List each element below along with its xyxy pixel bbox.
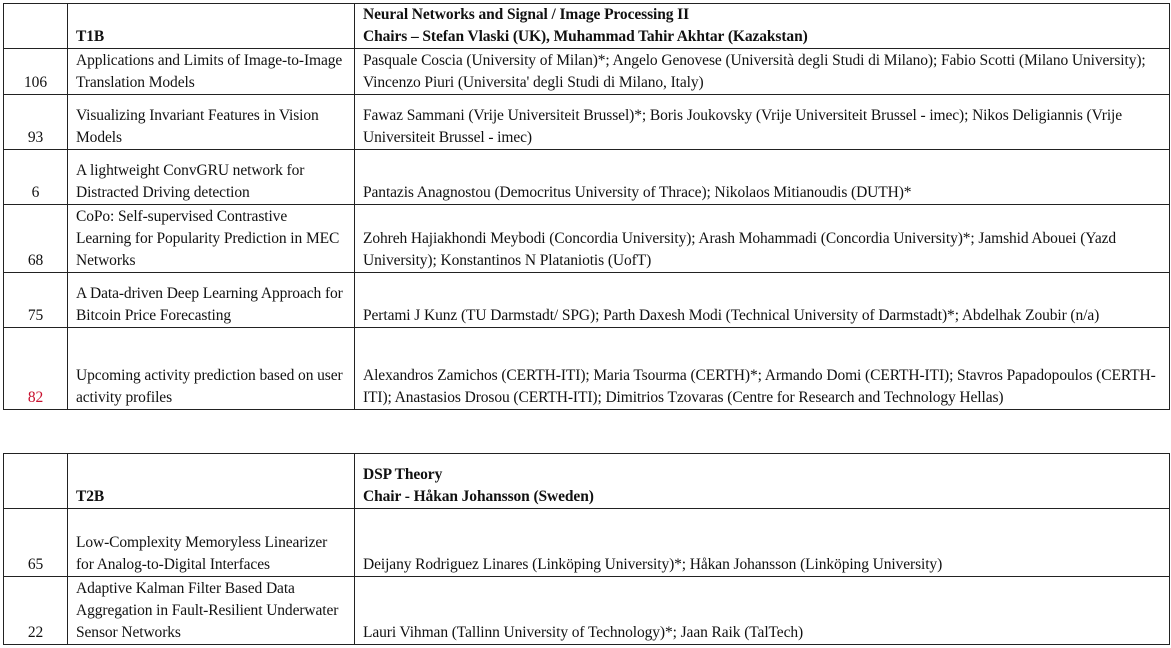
paper-authors: Pasquale Coscia (University of Milan)*; Angelo Genovese (Università degli Studi di Milano); Fabio Scotti (Milano University); Vincenzo Piuri (Universita' degli Studi di Milano, Italy) [355,49,1170,95]
table-row [4,273,1170,328]
paper-title: Visualizing Invariant Features in Vision Models [68,95,355,150]
paper-title: A Data-driven Deep Learning Approach for Bitcoin Price Forecasting [68,273,355,328]
paper-authors: Pantazis Anagnostou (Democritus University of Thrace); Nikolaos Mitianoudis (DUTH)* [355,150,1170,205]
session-code: T2B [76,488,105,505]
table-row [4,205,1170,273]
session-header-row [4,4,1170,49]
table-row [4,95,1170,150]
paper-title: Adaptive Kalman Filter Based Data Aggregation in Fault-Resilient Underwater Sensor Networks [68,577,355,645]
paper-id: 68 [4,205,68,273]
session-chairs: Chairs – Stefan Vlaski (UK), Muhammad Tahir Akhtar (Kazakstan) [363,28,808,45]
session-info-cell [355,4,1170,49]
table-row [4,328,1170,410]
paper-authors: Alexandros Zamichos (CERTH-ITI); Maria Tsourma (CERTH)*; Armando Domi (CERTH-ITI); Stavros Papadopoulos (CERTH-ITI); Anastasios Drosou (CERTH-ITI); Dimitrios Tzovaras (Centre for Research and Technology Hellas) [355,328,1170,410]
session-info-cell [355,454,1170,509]
paper-title: Low-Complexity Memoryless Linearizer for Analog-to-Digital Interfaces [68,509,355,577]
paper-title: Upcoming activity prediction based on user activity profiles [68,328,355,410]
paper-title: CoPo: Self-supervised Contrastive Learning for Popularity Prediction in MEC Networks [68,205,355,273]
paper-id: 75 [4,273,68,328]
paper-id-flagged: 82 [4,328,68,410]
paper-title: Applications and Limits of Image-to-Image Translation Models [68,49,355,95]
session-code-cell [68,4,355,49]
session-code-cell [68,454,355,509]
paper-id: 65 [4,509,68,577]
table-row [4,509,1170,577]
table-row [4,577,1170,645]
paper-id: 6 [4,150,68,205]
paper-id: 93 [4,95,68,150]
session-title: DSP Theory [363,466,443,483]
session-table-t2b [3,453,1170,645]
header-empty-cell [4,454,68,509]
paper-id: 106 [4,49,68,95]
session-title: Neural Networks and Signal / Image Processing II [363,6,690,23]
paper-authors: Deijany Rodriguez Linares (Linköping University)*; Håkan Johansson (Linköping University) [355,509,1170,577]
session-header-row [4,454,1170,509]
session-chairs: Chair - Håkan Johansson (Sweden) [363,488,594,505]
paper-title: A lightweight ConvGRU network for Distracted Driving detection [68,150,355,205]
session-table-t1b [3,3,1170,410]
paper-authors: Zohreh Hajiakhondi Meybodi (Concordia University); Arash Mohammadi (Concordia University)*; Jamshid Abouei (Yazd University); Konstantinos N Plataniotis (UofT) [355,205,1170,273]
paper-authors: Fawaz Sammani (Vrije Universiteit Brussel)*; Boris Joukovsky (Vrije Universiteit Brussel - imec); Nikos Deligiannis (Vrije Universiteit Brussel - imec) [355,95,1170,150]
header-empty-cell [4,4,68,49]
session-code: T1B [76,28,105,45]
paper-id: 22 [4,577,68,645]
table-row [4,150,1170,205]
table-row [4,49,1170,95]
paper-authors: Lauri Vihman (Tallinn University of Technology)*; Jaan Raik (TalTech) [355,577,1170,645]
paper-authors: Pertami J Kunz (TU Darmstadt/ SPG); Parth Daxesh Modi (Technical University of Darmstadt)*; Abdelhak Zoubir (n/a) [355,273,1170,328]
